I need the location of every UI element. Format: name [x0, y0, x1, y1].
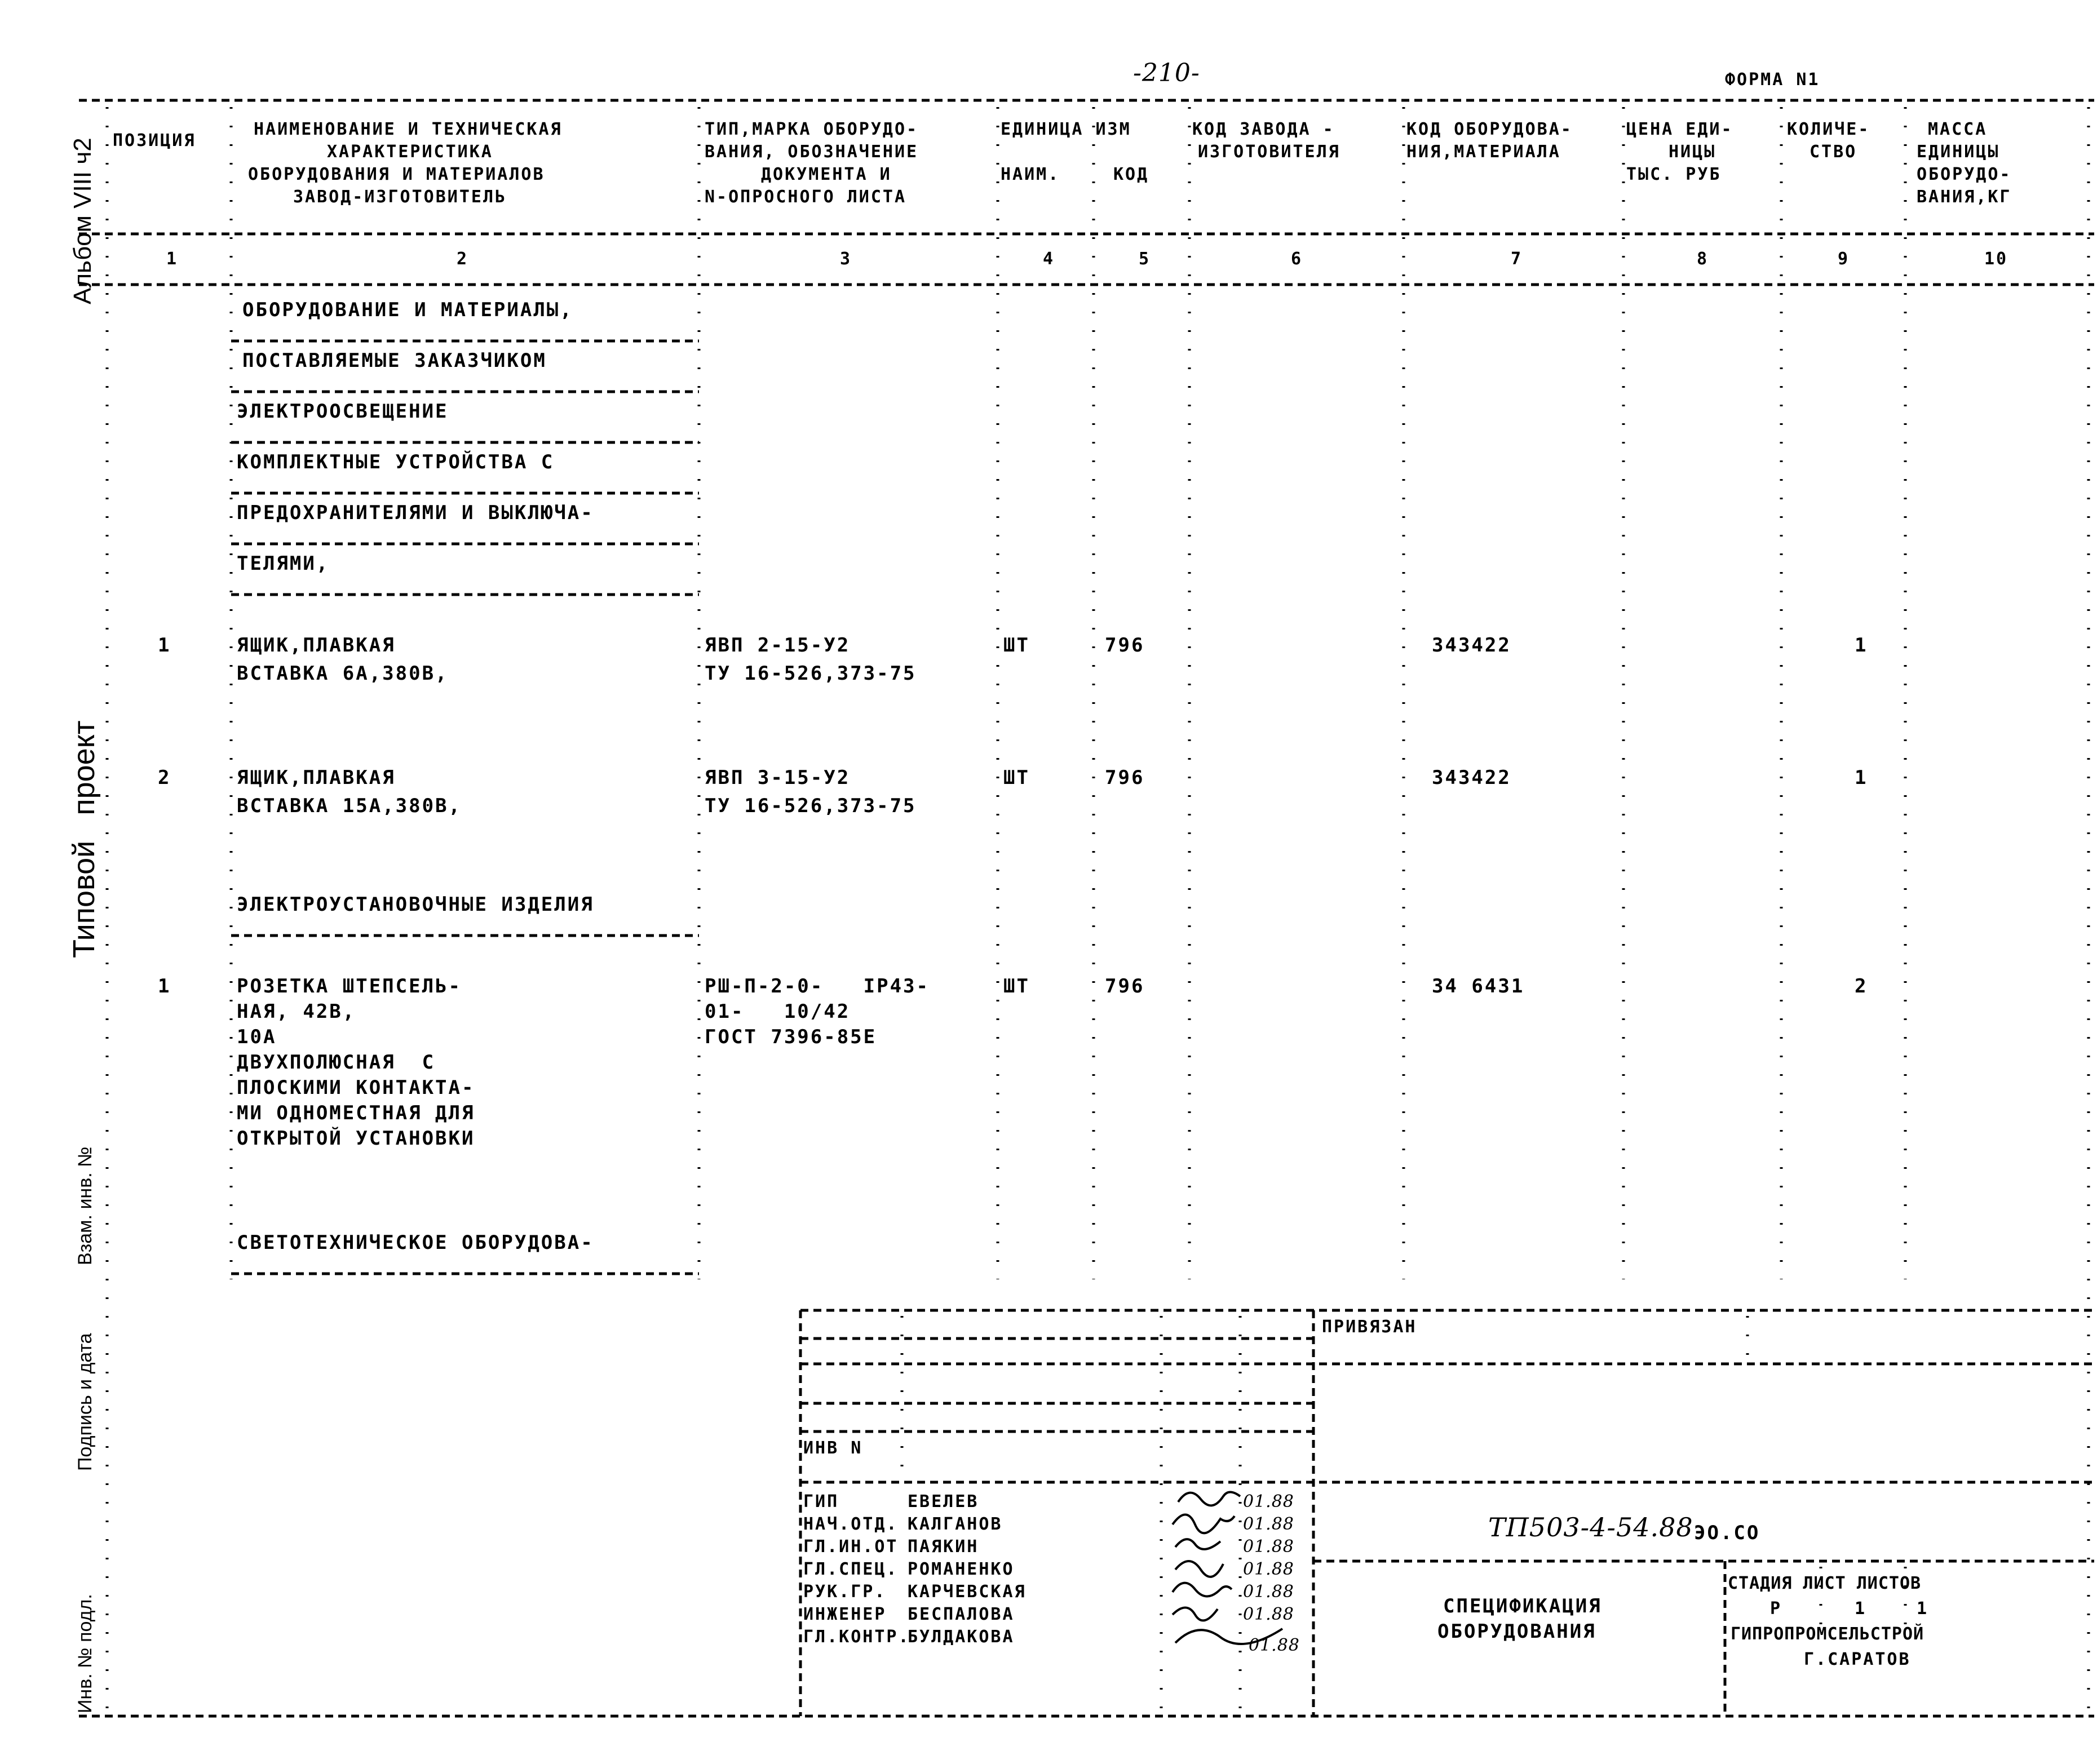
item-name: ЯЩИК,ПЛАВКАЯ: [237, 634, 396, 657]
project-label: Типовой проект: [67, 720, 101, 958]
item-type: 01- 10/42: [705, 1000, 851, 1023]
item-name: ЯЩИК,ПЛАВКАЯ: [237, 766, 396, 789]
section-heading: ТЕЛЯМИ,: [237, 552, 330, 575]
signature-mark: [1175, 1561, 1223, 1577]
signature-mark: [1173, 1515, 1235, 1533]
stamp-role: ГИП: [803, 1492, 839, 1512]
header-material-code-2: НИЯ,МАТЕРИАЛА: [1406, 142, 1561, 162]
item-type: РШ-П-2-0- IP43-: [705, 975, 930, 998]
document-code-suffix: ЭО.СО: [1694, 1522, 1760, 1544]
signature-mark: [1178, 1492, 1240, 1506]
item-name: ПЛОСКИМИ КОНТАКТА-: [237, 1076, 475, 1099]
col-number-8: 8: [1697, 249, 1709, 269]
item-name: РОЗЕТКА ШТЕПСЕЛЬ-: [237, 975, 462, 998]
header-type-line3: ДОКУМЕНТА И: [761, 165, 892, 184]
stamp-date: 01.88: [1243, 1537, 1294, 1557]
item-name: ВСТАВКА 15А,380В,: [237, 795, 462, 817]
header-unit-name: НАИМ.: [1001, 165, 1060, 184]
document-code: ТП503-4-54.88: [1488, 1512, 1693, 1543]
item-type: ТУ 16-526,373-75: [705, 795, 917, 817]
item-type: ГОСТ 7396-85Е: [705, 1026, 877, 1048]
header-qty-2: СТВО: [1810, 142, 1857, 162]
header-name-line4: ЗАВОД-ИЗГОТОВИТЕЛЬ: [293, 187, 507, 207]
item-unit-code: 796: [1105, 766, 1145, 789]
form-label: ФОРМА N1: [1725, 70, 1820, 90]
section-heading-install: ЭЛЕКТРОУСТАНОВОЧНЫЕ ИЗДЕЛИЯ: [237, 893, 594, 916]
header-unit-top: ЕДИНИЦА ИЗМ: [1001, 119, 1131, 139]
stamp-role: ГЛ.КОНТР.: [803, 1627, 910, 1647]
section-heading: ОБОРУДОВАНИЕ И МАТЕРИАЛЫ,: [242, 299, 573, 321]
header-price-2: НИЦЫ: [1669, 142, 1716, 162]
inv-podl-label: Инв. № подл.: [74, 1594, 96, 1713]
stamp-surname: БУЛДАКОВА: [908, 1627, 1015, 1647]
stamp-role: ИНЖЕНЕР: [803, 1605, 887, 1624]
item-unit: ШТ: [1003, 766, 1030, 789]
stamp-privyazan: ПРИВЯЗАН: [1322, 1317, 1417, 1337]
header-maker-code-2: ИЗГОТОВИТЕЛЯ: [1198, 142, 1341, 162]
stamp-date: 01.88: [1243, 1514, 1294, 1534]
item-position: 2: [158, 766, 171, 789]
item-quantity: 1: [1855, 766, 1868, 789]
stamp-surname: ПАЯКИН: [908, 1537, 979, 1557]
item-unit-code: 796: [1105, 634, 1145, 657]
item-position: 1: [158, 634, 171, 657]
document-title-2: ОБОРУДОВАНИЯ: [1437, 1620, 1596, 1643]
stamp-role: НАЧ.ОТД.: [803, 1514, 899, 1534]
signature-mark: [1173, 1583, 1232, 1597]
stamp-date: 01.88: [1243, 1582, 1294, 1602]
header-type-line1: ТИП,МАРКА ОБОРУДО-: [705, 119, 919, 139]
header-mass-1: МАССА: [1928, 119, 1988, 139]
section-heading: ПРЕДОХРАНИТЕЛЯМИ И ВЫКЛЮЧА-: [237, 502, 594, 524]
header-type-line2: ВАНИЯ, ОБОЗНАЧЕНИЕ: [705, 142, 919, 162]
stage-value: Р: [1770, 1599, 1782, 1619]
section-heading-light: СВЕТОТЕХНИЧЕСКОЕ ОБОРУДОВА-: [237, 1231, 594, 1254]
replacement-inv-label: Взам. инв. №: [74, 1146, 96, 1265]
header-name-line1: НАИМЕНОВАНИЕ И ТЕХНИЧЕСКАЯ: [254, 119, 563, 139]
document-title-1: СПЕЦИФИКАЦИЯ: [1443, 1595, 1602, 1617]
signature-mark: [1173, 1608, 1218, 1621]
item-name: ВСТАВКА 6А,380В,: [237, 662, 449, 685]
item-name: 10А: [237, 1026, 277, 1048]
organization-name: ГИПРОПРОМСЕЛЬСТРОЙ: [1731, 1624, 1925, 1644]
item-material-code: 34 6431: [1432, 975, 1525, 998]
stamp-date: 01.88: [1243, 1605, 1294, 1624]
item-position: 1: [158, 975, 171, 998]
col-number-3: 3: [840, 249, 852, 269]
col-number-4: 4: [1043, 249, 1055, 269]
section-heading: ЭЛЕКТРООСВЕЩЕНИЕ: [237, 400, 449, 423]
item-quantity: 2: [1855, 975, 1868, 998]
item-material-code: 343422: [1432, 634, 1511, 657]
stamp-surname: РОМАНЕНКО: [908, 1559, 1015, 1579]
item-unit: ШТ: [1003, 634, 1030, 657]
stamp-date: 01.88: [1243, 1559, 1294, 1579]
stamp-surname: ЕВЕЛЕВ: [908, 1492, 979, 1512]
organization-city: Г.САРАТОВ: [1804, 1650, 1911, 1669]
stamp-role: ГЛ.ИН.ОТ: [803, 1537, 899, 1557]
stamp-surname: КАРЧЕВСКАЯ: [908, 1582, 1027, 1602]
sheet-value: 1: [1855, 1599, 1867, 1619]
col-number-7: 7: [1511, 249, 1523, 269]
stamp-role: РУК.ГР.: [803, 1582, 887, 1602]
item-name: ДВУХПОЛЮСНАЯ С: [237, 1051, 436, 1074]
sheets-total-value: 1: [1917, 1599, 1929, 1619]
stamp-surname: КАЛГАНОВ: [908, 1514, 1003, 1534]
section-heading: КОМПЛЕКТНЫЕ УСТРОЙСТВА С: [237, 451, 555, 473]
header-price-1: ЦЕНА ЕДИ-: [1626, 119, 1733, 139]
item-material-code: 343422: [1432, 766, 1511, 789]
col-number-1: 1: [166, 249, 179, 269]
col-number-9: 9: [1838, 249, 1850, 269]
item-type: ЯВП 2-15-У2: [705, 634, 851, 657]
header-mass-3: ОБОРУДО-: [1917, 165, 2012, 184]
col-number-10: 10: [1984, 249, 2008, 269]
header-material-code-1: КОД ОБОРУДОВА-: [1406, 119, 1573, 139]
col-number-6: 6: [1291, 249, 1303, 269]
stamp-date: 01.88: [1249, 1636, 1300, 1655]
stage-header: СТАДИЯ ЛИСТ ЛИСТОВ: [1728, 1574, 1922, 1593]
page-number: -210-: [1133, 59, 1200, 87]
item-type: ЯВП 3-15-У2: [705, 766, 851, 789]
stamp-role: ГЛ.СПЕЦ.: [803, 1559, 899, 1579]
header-name-line2: ХАРАКТЕРИСТИКА: [327, 142, 493, 162]
item-name: НАЯ, 42В,: [237, 1000, 356, 1023]
item-unit-code: 796: [1105, 975, 1145, 998]
header-type-line4: N-ОПРОСНОГО ЛИСТА: [705, 187, 907, 207]
header-maker-code-1: КОД ЗАВОДА -: [1192, 119, 1335, 139]
col-number-5: 5: [1139, 249, 1151, 269]
header-qty-1: КОЛИЧЕ-: [1787, 119, 1870, 139]
signature-mark: [1175, 1539, 1220, 1549]
header-name-line3: ОБОРУДОВАНИЯ И МАТЕРИАЛОВ: [248, 165, 545, 184]
header-position: ПОЗИЦИЯ: [113, 131, 196, 150]
item-unit: ШТ: [1003, 975, 1030, 998]
col-number-2: 2: [457, 249, 469, 269]
stamp-date: 01.88: [1243, 1492, 1294, 1512]
header-unit-code: КОД: [1113, 165, 1149, 184]
header-price-3: ТЫС. РУБ: [1626, 165, 1722, 184]
album-label: Альбом VIII ч2: [69, 138, 96, 304]
stamp-surname: БЕСПАЛОВА: [908, 1605, 1015, 1624]
stamp-inv-n: ИНВ N: [803, 1438, 863, 1458]
item-name: ОТКРЫТОЙ УСТАНОВКИ: [237, 1127, 475, 1150]
header-mass-2: ЕДИНИЦЫ: [1917, 142, 2000, 162]
item-quantity: 1: [1855, 634, 1868, 657]
signature-date-label: Подпись и дата: [74, 1333, 96, 1471]
item-name: МИ ОДНОМЕСТНАЯ ДЛЯ: [237, 1102, 475, 1124]
section-heading: ПОСТАВЛЯЕМЫЕ ЗАКАЗЧИКОМ: [242, 349, 547, 372]
item-type: ТУ 16-526,373-75: [705, 662, 917, 685]
header-mass-4: ВАНИЯ,КГ: [1917, 187, 2012, 207]
